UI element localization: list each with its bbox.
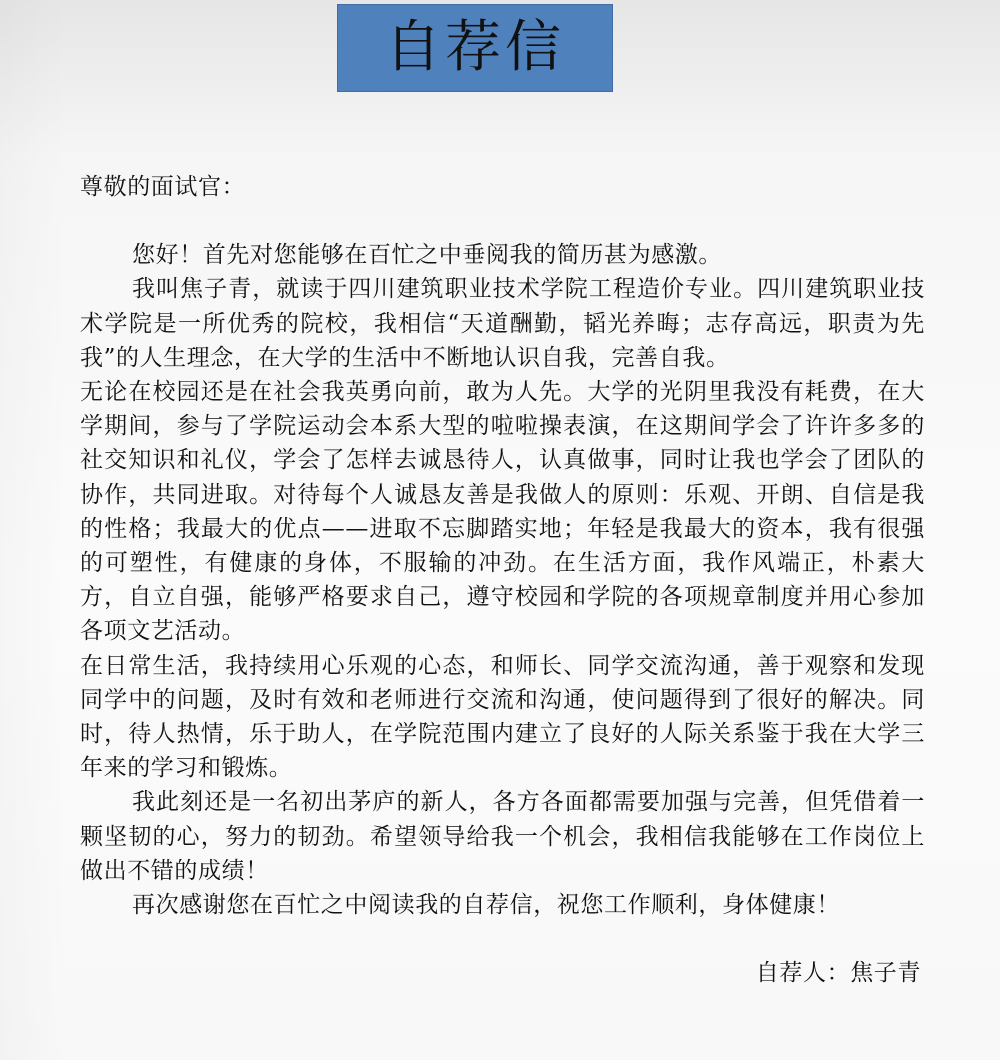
- paragraph-thanks: 再次感谢您在百忙之中阅读我的自荐信，祝您工作顺利，身体健康！: [132, 892, 840, 919]
- page-edge-shadow: [0, 0, 68, 1060]
- paragraph-introduction: 我叫焦子青，就读于四川建筑职业技术学院工程造价专业。四川建筑职业技术学院是一所优秀的院校，我相信“天道酬勤，韬光养晦；志存高远，职责为先我”的人生理念，在大学的生活中不断地认识自我，完善自我。: [80, 276, 925, 371]
- letter-body: [80, 170, 925, 1013]
- paragraph-request: 我此刻还是一名初出茅庐的新人，各方各面都需要加强与完善，但凭借着一颗坚韧的心，努力的韧劲。希望领导给我一个机会，我相信我能够在工作岗位上做出不错的成绩！: [80, 789, 925, 884]
- signature: 自荐人：焦子青: [755, 960, 921, 987]
- paragraph-daily-life: 在日常生活，我持续用心乐观的心态，和师长、同学交流沟通，善于观察和发现同学中的问题，及时有效和老师进行交流和沟通，使问题得到了很好的解决。同时，待人热情，乐于助人，在学院范围内建立了良好的人际关系鉴于我在大学三年来的学习和锻炼。: [80, 652, 925, 782]
- paragraph-greeting: 您好！首先对您能够在百忙之中垂阅我的简历甚为感激。: [132, 242, 722, 269]
- page-title: 自荐信: [385, 15, 565, 80]
- salutation: 尊敬的面试官：: [80, 174, 246, 200]
- title-banner: [337, 4, 613, 92]
- paragraph-campus-life: 无论在校园还是在社会我英勇向前，敢为人先。大学的光阴里我没有耗费，在大学期间，参与了学院运动会本系大型的啦啦操表演，在这期间学会了许许多多的社交知识和礼仪，学会了怎样去诚恳待人，认真做事，同时让我也学会了团队的协作，共同进取。对待每个人诚恳友善是我做人的原则：乐观、开朗、自信是我的性格；我最大的优点——进取不忘脚踏实地；年轻是我最大的资本，我有很强的可塑性，有健康的身体，不服输的冲劲。在生活方面，我作风端正，朴素大方，自立自强，能够严格要求自己，遵守校园和学院的各项规章制度并用心参加各项文艺活动。: [80, 379, 925, 645]
